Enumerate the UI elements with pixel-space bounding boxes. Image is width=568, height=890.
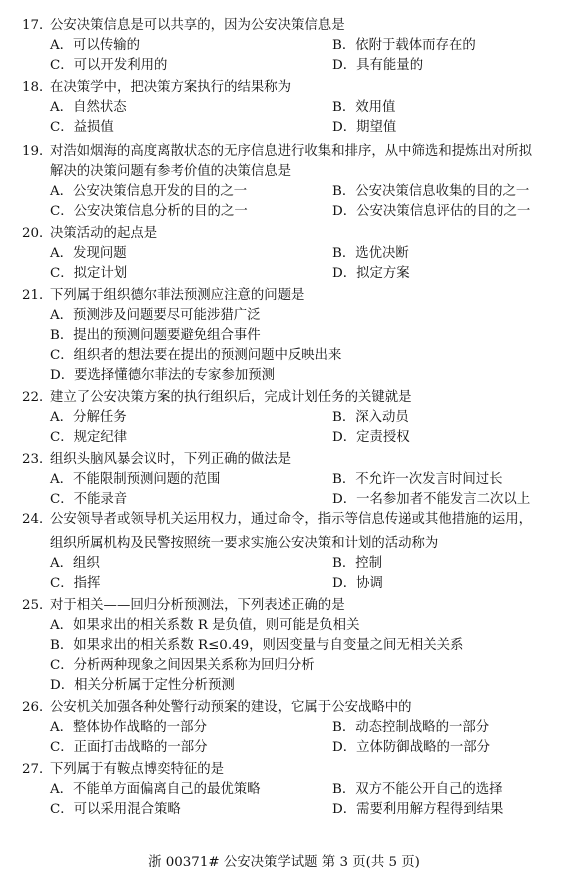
answer-option: A．分解任务 bbox=[50, 410, 127, 425]
answer-option: B．动态控制战略的一部分 bbox=[332, 720, 490, 735]
option-row bbox=[0, 490, 568, 510]
question-24-stem bbox=[0, 510, 568, 530]
question-text: 公安决策信息是可以共享的，因为公安决策信息是 bbox=[50, 18, 345, 33]
option-row bbox=[0, 182, 568, 202]
answer-option: A．预测涉及问题要尽可能涉猎广泛 bbox=[50, 308, 261, 323]
question-text-continued: 组织所属机构及民警按照统一要求实施公安决策和计划的活动称为 bbox=[50, 536, 439, 551]
option-row bbox=[0, 264, 568, 284]
answer-option: D．期望值 bbox=[332, 120, 397, 135]
answer-option: C．拟定计划 bbox=[50, 266, 128, 281]
answer-option: D．需要利用解方程得到结果 bbox=[332, 802, 504, 817]
answer-option: C．公安决策信息分析的目的之一 bbox=[50, 204, 248, 219]
answer-option: C．益损值 bbox=[50, 120, 114, 135]
answer-option: B．如果求出的相关系数 R≤0.49，则因变量与自变量之间无相关关系 bbox=[50, 638, 464, 653]
answer-option: B．控制 bbox=[332, 556, 383, 571]
question-text: 建立了公安决策方案的执行组织后，完成计划任务的关键就是 bbox=[50, 390, 412, 405]
question-number: 17． bbox=[22, 18, 53, 33]
question-number: 18． bbox=[22, 80, 53, 95]
question-text: 在决策学中，把决策方案执行的结果称为 bbox=[50, 80, 292, 95]
question-22-stem bbox=[0, 388, 568, 408]
question-number: 20． bbox=[22, 226, 53, 241]
question-text: 下列属于组织德尔菲法预测应注意的问题是 bbox=[50, 288, 305, 303]
answer-option: A．不能限制预测问题的范围 bbox=[50, 472, 221, 487]
question-26-stem bbox=[0, 698, 568, 718]
question-number: 21． bbox=[22, 288, 53, 303]
answer-option: B．效用值 bbox=[332, 100, 396, 115]
answer-option: A．发现问题 bbox=[50, 246, 127, 261]
answer-option: C．指挥 bbox=[50, 576, 101, 591]
answer-option: A．可以传输的 bbox=[50, 38, 141, 53]
answer-option: D．立体防御战略的一部分 bbox=[332, 740, 491, 755]
answer-option: A．如果求出的相关系数 R 是负值，则可能是负相关 bbox=[50, 618, 360, 633]
answer-option: B．深入动员 bbox=[332, 410, 409, 425]
question-number: 23． bbox=[22, 452, 53, 467]
question-17-stem bbox=[0, 16, 568, 36]
question-text: 公安领导者或领导机关运用权力，通过命令，指示等信息传递或其他措施的运用， bbox=[50, 512, 533, 527]
question-text: 公安机关加强各种处警行动预案的建设，它属于公安战略中的 bbox=[50, 700, 412, 715]
question-text: 决策活动的起点是 bbox=[50, 226, 158, 241]
answer-option: D．拟定方案 bbox=[332, 266, 410, 281]
question-number: 27． bbox=[22, 762, 53, 777]
answer-option: B．公安决策信息收集的目的之一 bbox=[332, 184, 530, 199]
question-21-stem bbox=[0, 286, 568, 306]
question-text: 对浩如烟海的高度离散状态的无序信息进行收集和排序，从中筛选和提炼出对所拟 bbox=[50, 144, 533, 159]
answer-option: D．定责授权 bbox=[332, 430, 410, 445]
answer-option: A．公安决策信息开发的目的之一 bbox=[50, 184, 248, 199]
question-23-stem bbox=[0, 450, 568, 470]
question-number: 19． bbox=[22, 144, 53, 159]
option-row bbox=[0, 738, 568, 758]
question-19-stem bbox=[0, 142, 568, 162]
question-text: 下列属于有鞍点博奕特征的是 bbox=[50, 762, 225, 777]
question-text: 组织头脑风暴会议时，下列正确的做法是 bbox=[50, 452, 292, 467]
answer-option: A．不能单方面偏离自己的最优策略 bbox=[50, 782, 261, 797]
question-text: 对于相关——回归分析预测法，下列表述正确的是 bbox=[50, 598, 345, 613]
option-row bbox=[0, 98, 568, 118]
answer-option: C．可以采用混合策略 bbox=[50, 802, 181, 817]
option-row bbox=[0, 56, 568, 76]
answer-option: A．自然状态 bbox=[50, 100, 127, 115]
page-footer: 浙 00371# 公安决策学试题 第 3 页(共 5 页) bbox=[148, 855, 420, 870]
question-text-continued: 解决的决策问题有参考价值的决策信息是 bbox=[50, 164, 292, 179]
question-number: 25． bbox=[22, 598, 53, 613]
answer-option: C．正面打击战略的一部分 bbox=[50, 740, 208, 755]
answer-option: C．组织者的想法要在提出的预测问题中反映出来 bbox=[50, 348, 342, 363]
question-number: 24． bbox=[22, 512, 53, 527]
answer-option: D．一名参加者不能发言二次以上 bbox=[332, 492, 531, 507]
answer-option: B．选优决断 bbox=[332, 246, 409, 261]
option-row bbox=[0, 118, 568, 138]
answer-option: C．可以开发利用的 bbox=[50, 58, 168, 73]
answer-option: C．规定纪律 bbox=[50, 430, 128, 445]
option-row bbox=[0, 718, 568, 738]
answer-option: A．整体协作战略的一部分 bbox=[50, 720, 207, 735]
option-row bbox=[0, 800, 568, 820]
answer-option: C．不能录音 bbox=[50, 492, 128, 507]
answer-option: C．分析两种现象之间因果关系称为回归分析 bbox=[50, 658, 315, 673]
answer-option: D．公安决策信息评估的目的之一 bbox=[332, 204, 531, 219]
answer-option: B．双方不能公开自己的选择 bbox=[332, 782, 503, 797]
answer-option: D．相关分析属于定性分析预测 bbox=[50, 678, 235, 693]
answer-option: D．具有能量的 bbox=[332, 58, 424, 73]
answer-option: B．依附于载体而存在的 bbox=[332, 38, 476, 53]
option-row bbox=[0, 780, 568, 800]
option-row bbox=[0, 36, 568, 56]
option-row bbox=[0, 554, 568, 574]
answer-option: D．协调 bbox=[332, 576, 383, 591]
question-20-stem bbox=[0, 224, 568, 244]
option-row bbox=[0, 470, 568, 490]
question-number: 26． bbox=[22, 700, 53, 715]
question-number: 22． bbox=[22, 390, 53, 405]
question-27-stem bbox=[0, 760, 568, 780]
question-25-stem bbox=[0, 596, 568, 616]
answer-option: B．提出的预测问题要避免组合事件 bbox=[50, 328, 261, 343]
option-row bbox=[0, 408, 568, 428]
option-row bbox=[0, 428, 568, 448]
option-row bbox=[0, 574, 568, 594]
answer-option: A．组织 bbox=[50, 556, 100, 571]
answer-option: B．不允许一次发言时间过长 bbox=[332, 472, 503, 487]
option-row bbox=[0, 202, 568, 222]
option-row bbox=[0, 244, 568, 264]
question-18-stem bbox=[0, 78, 568, 98]
answer-option: D．要选择懂德尔菲法的专家参加预测 bbox=[50, 368, 275, 383]
